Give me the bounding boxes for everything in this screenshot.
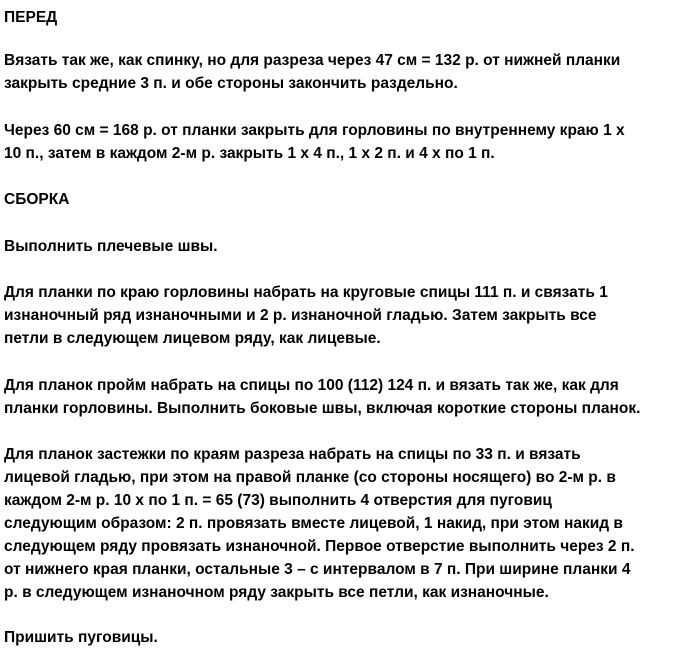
paragraph-line: следующим образом: 2 п. провязать вместе лицевой, 1 накид, при этом накид в bbox=[4, 515, 623, 532]
paragraph-line: петли в следующем лицевом ряду, как лицевые. bbox=[4, 330, 381, 347]
paragraph-line: Для планок пройм набрать на спицы по 100 (112) 124 п. и вязать так же, как для bbox=[4, 377, 619, 394]
heading-front: ПЕРЕД bbox=[4, 9, 58, 26]
paragraph-line: 10 п., затем в каждом 2-м р. закрыть 1 х 4 п., 1 х 2 п. и 4 х по 1 п. bbox=[4, 145, 495, 162]
paragraph-line: закрыть средние 3 п. и обе стороны закончить раздельно. bbox=[4, 75, 458, 92]
paragraph-line: Для планок застежки по краям разреза набрать на спицы по 33 п. и вязать bbox=[4, 446, 581, 463]
paragraph-line: от нижнего края планки, остальные 3 – с интервалом в 7 п. При ширине планки 4 bbox=[4, 561, 631, 578]
paragraph-line: каждом 2-м р. 10 х по 1 п. = 65 (73) выполнить 4 отверстия для пуговиц bbox=[4, 492, 552, 509]
paragraph-line: Для планки по краю горловины набрать на круговые спицы 111 п. и связать 1 bbox=[4, 284, 608, 301]
paragraph-line: изнаночный ряд изнаночными и 2 р. изнаночной гладью. Затем закрыть все bbox=[4, 307, 597, 324]
paragraph-line: Выполнить плечевые швы. bbox=[4, 238, 218, 255]
paragraph-line: Вязать так же, как спинку, но для разреза через 47 см = 132 р. от нижней планки bbox=[4, 52, 621, 69]
paragraph-line: Через 60 см = 168 р. от планки закрыть для горловины по внутреннему краю 1 х bbox=[4, 122, 625, 139]
paragraph-line: планки горловины. Выполнить боковые швы, включая короткие стороны планок. bbox=[4, 400, 641, 417]
paragraph-line: Пришить пуговицы. bbox=[4, 629, 158, 646]
heading-assembly: СБОРКА bbox=[4, 191, 70, 208]
paragraph-line: следующем ряду провязать изнаночной. Первое отверстие выполнить через 2 п. bbox=[4, 538, 635, 555]
paragraph-line: р. в следующем изнаночном ряду закрыть все петли, как изнаночные. bbox=[4, 584, 549, 601]
paragraph-line: лицевой гладью, при этом на правой планке (со стороны носящего) во 2-м р. в bbox=[4, 469, 616, 486]
